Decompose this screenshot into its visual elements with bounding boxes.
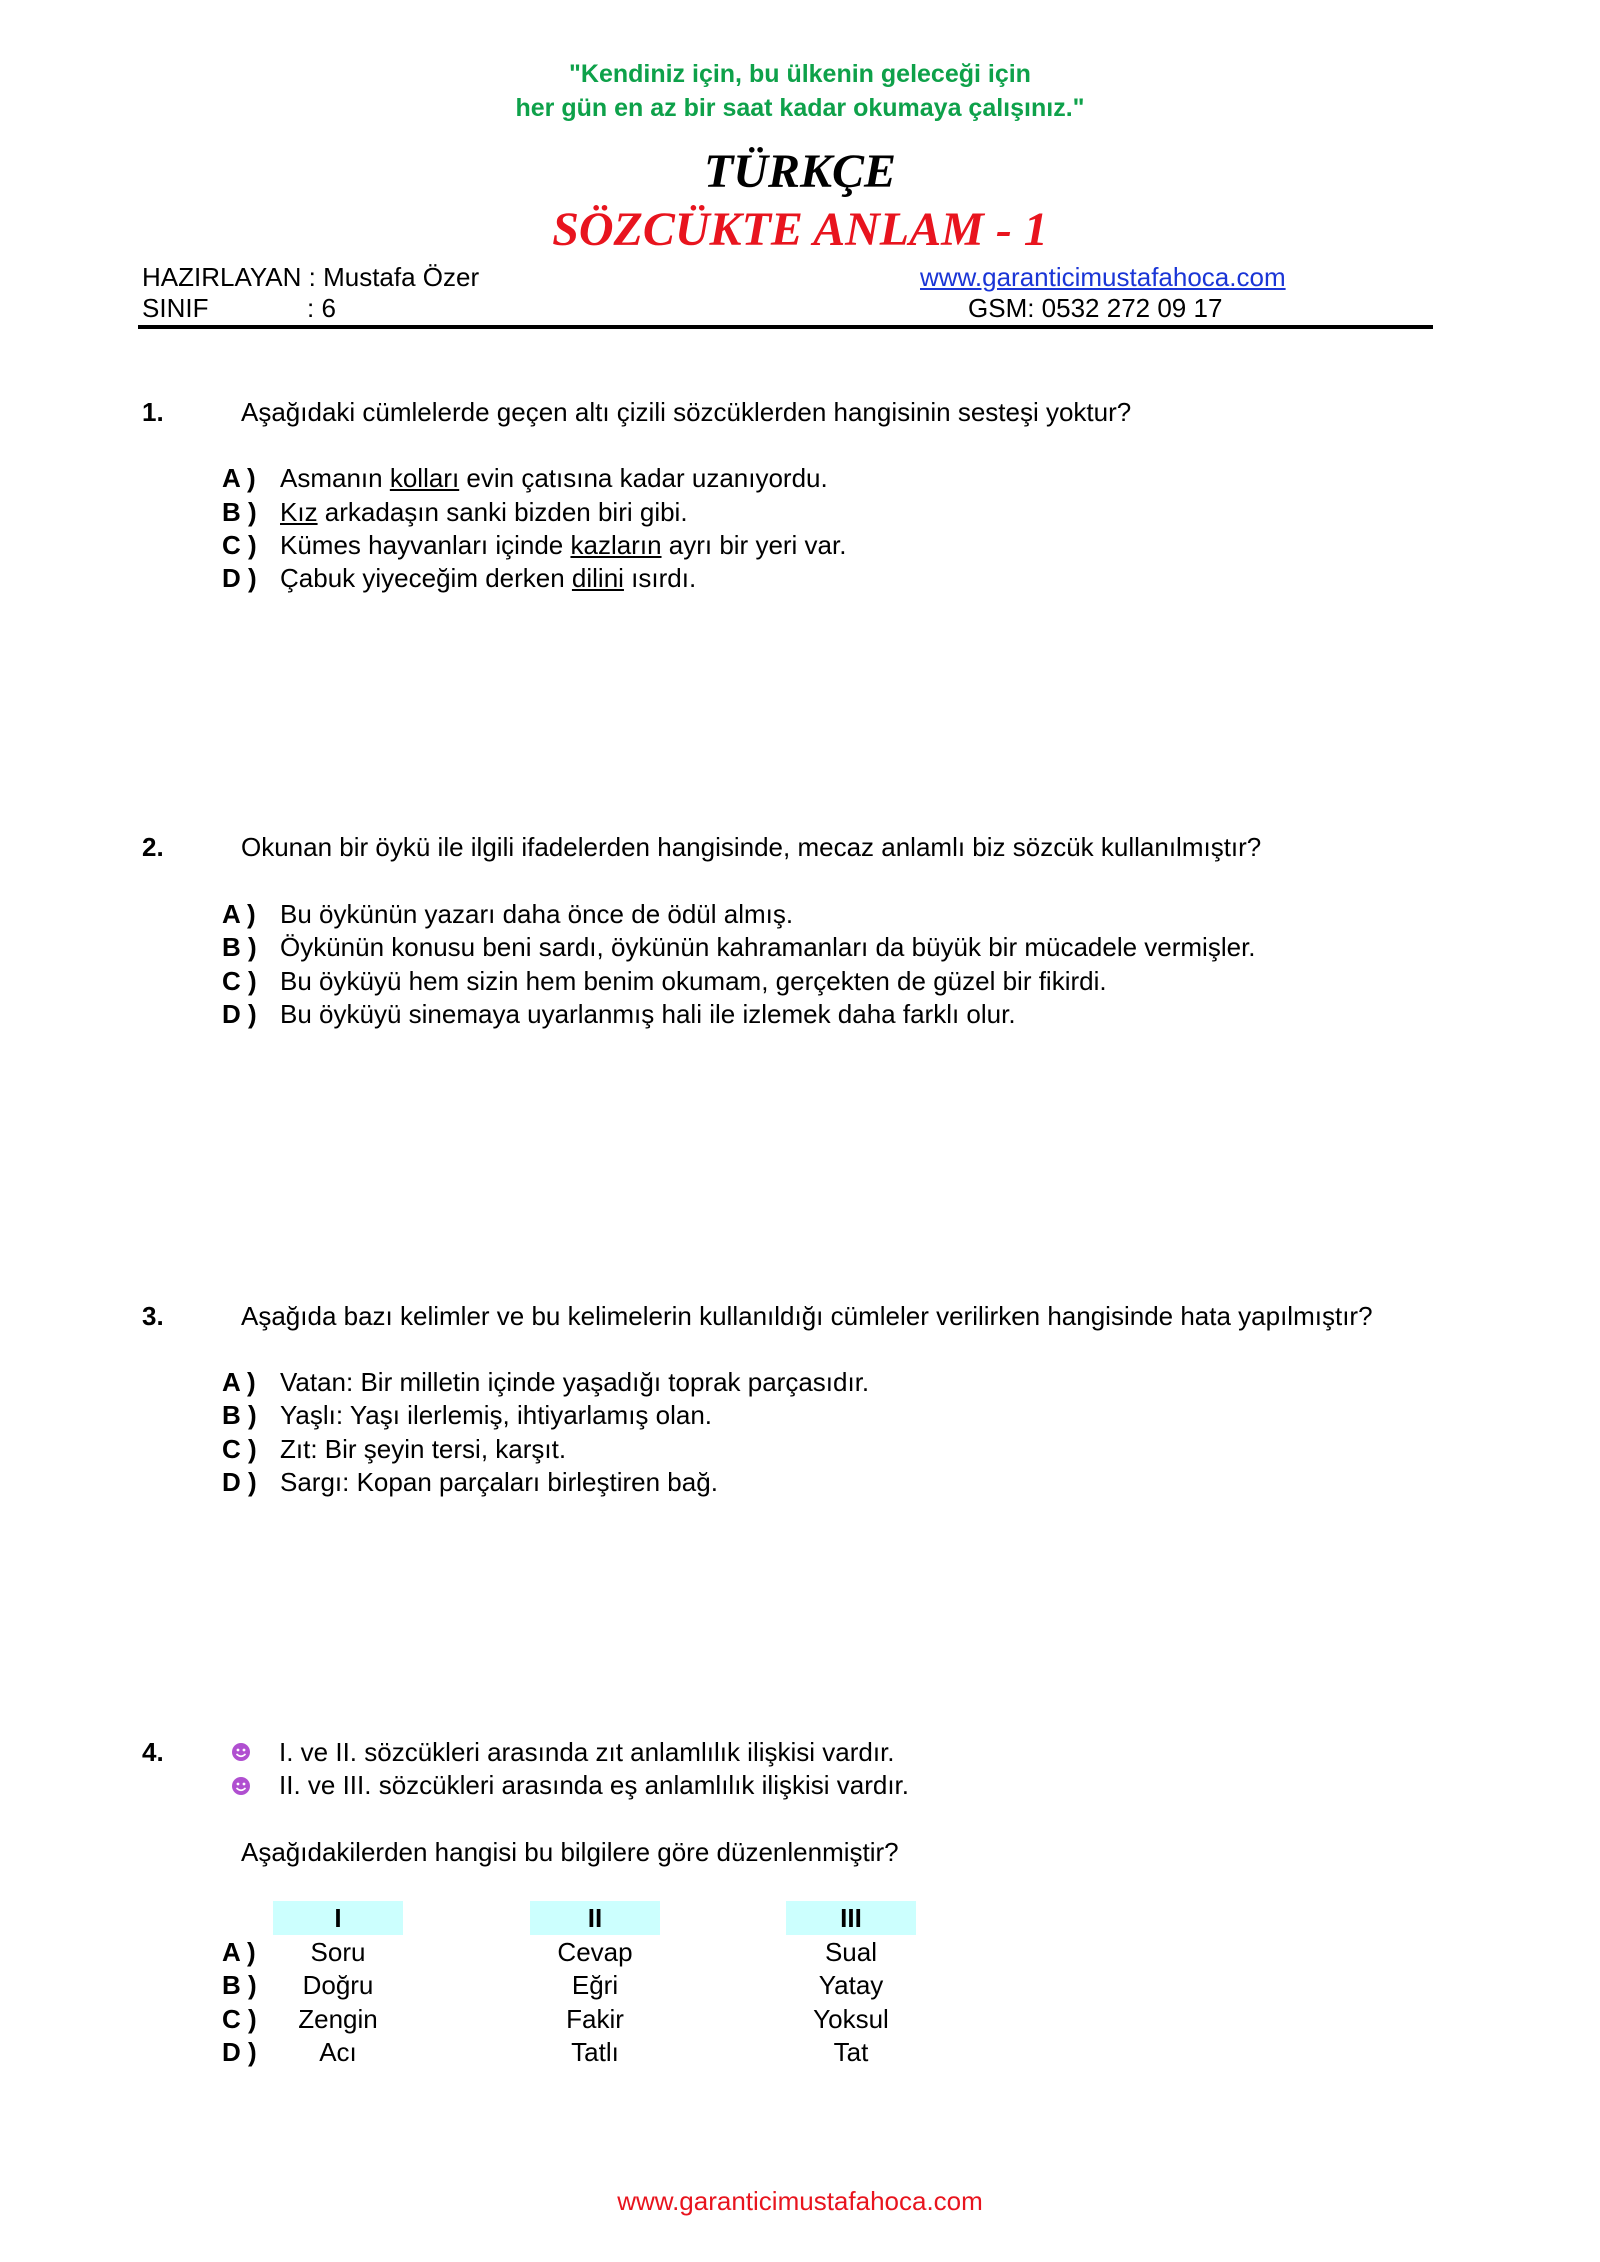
motto-line-2: her gün en az bir saat kadar okumaya çalışınız." — [515, 94, 1085, 122]
question-4-option-a[interactable] — [222, 1937, 280, 1968]
question-1-option-c[interactable] — [222, 530, 846, 561]
table-cell: Acı — [319, 2037, 357, 2067]
column-header-i: I — [273, 1901, 403, 1935]
topic-title: SÖZCÜKTE ANLAM - 1 — [552, 203, 1048, 256]
table-cell: Soru — [310, 1937, 366, 1967]
class-value: : 6 — [307, 293, 336, 323]
header-divider — [138, 325, 1433, 329]
option-label: D ) — [222, 563, 257, 593]
table-cell: Yatay — [818, 1970, 884, 2000]
question-2-option-c[interactable] — [222, 966, 1107, 997]
question-4-statement-1: I. ve II. sözcükleri arasında zıt anlamlılık ilişkisi vardır. — [279, 1737, 895, 1767]
table-cell: Zengin — [298, 2004, 378, 2034]
question-2-option-b[interactable] — [222, 932, 1256, 963]
question-2-text: Okunan bir öykü ile ilgili ifadelerden hangisinde, mecaz anlamlı biz sözcük kullanılmıştır? — [241, 832, 1262, 862]
class-label: SINIF — [142, 293, 209, 323]
option-label: B ) — [222, 1400, 257, 1430]
option-text: arkadaşın sanki bizden biri gibi. — [317, 497, 688, 527]
option-label: D ) — [222, 1467, 257, 1497]
option-text: Yaşlı: Yaşı ilerlemiş, ihtiyarlamış olan. — [280, 1400, 713, 1430]
question-4-option-d[interactable] — [222, 2037, 280, 2068]
option-text: Vatan: Bir milletin içinde yaşadığı toprak parçasıdır. — [280, 1367, 870, 1397]
table-cell: Doğru — [302, 1970, 374, 2000]
option-text: Bu öyküyü sinemaya uyarlanmış hali ile izlemek daha farklı olur. — [280, 999, 1016, 1029]
option-label: A ) — [222, 1937, 256, 1967]
option-text: ayrı bir yeri var. — [661, 530, 847, 560]
option-text: Öykünün konusu beni sardı, öykünün kahramanları da büyük bir mücadele vermişler. — [280, 932, 1256, 962]
table-cell: Fakir — [566, 2004, 624, 2034]
question-3-number: 3. — [142, 1301, 164, 1331]
question-3-option-d[interactable] — [222, 1467, 718, 1498]
question-1-option-b[interactable] — [222, 497, 688, 528]
option-text: evin çatısına kadar uzanıyordu. — [459, 463, 828, 493]
column-header-ii: II — [530, 1901, 660, 1935]
column-header-iii: III — [786, 1901, 916, 1935]
website-link[interactable]: www.garanticimustafahoca.com — [920, 262, 1286, 292]
question-1-option-a[interactable] — [222, 463, 828, 494]
option-label: C ) — [222, 966, 257, 996]
option-label: A ) — [222, 463, 256, 493]
option-label: A ) — [222, 899, 256, 929]
option-text: ısırdı. — [623, 563, 697, 593]
question-4-option-c[interactable] — [222, 2004, 280, 2035]
option-text: Bu öyküyü hem sizin hem benim okumam, gerçekten de güzel bir fikirdi. — [280, 966, 1107, 996]
subject-title: TÜRKÇE — [703, 145, 897, 198]
underlined-word: Kız — [280, 497, 318, 527]
smiley-bullet-icon — [230, 1775, 252, 1797]
author-label: HAZIRLAYAN : Mustafa Özer — [142, 262, 480, 292]
question-4-number: 4. — [142, 1737, 164, 1767]
question-3-text: Aşağıda bazı kelimler ve bu kelimelerin kullanıldığı cümleler verilirken hangisinde hata yapılmıştır? — [241, 1301, 1373, 1331]
option-text: Kümes hayvanları içinde — [280, 530, 571, 560]
question-2-option-a[interactable] — [222, 899, 793, 930]
table-cell: Tat — [833, 2037, 869, 2067]
table-cell: Eğri — [571, 1970, 619, 2000]
gsm-number: GSM: 0532 272 09 17 — [968, 293, 1223, 323]
question-1-option-d[interactable] — [222, 563, 696, 594]
option-label: C ) — [222, 530, 257, 560]
option-label: D ) — [222, 999, 257, 1029]
table-cell: Yoksul — [813, 2004, 889, 2034]
option-text: Asmanın — [280, 463, 390, 493]
footer-website[interactable]: www.garanticimustafahoca.com — [617, 2186, 983, 2216]
question-2-option-d[interactable] — [222, 999, 1016, 1030]
option-text: Zıt: Bir şeyin tersi, karşıt. — [280, 1434, 567, 1464]
smiley-bullet-icon — [230, 1741, 252, 1763]
question-2-number: 2. — [142, 832, 164, 862]
table-cell: Cevap — [557, 1937, 633, 1967]
motto-line-1: "Kendiniz için, bu ülkenin geleceği için — [569, 60, 1031, 88]
option-text: Çabuk yiyeceğim derken — [280, 563, 572, 593]
underlined-word: kolları — [389, 463, 460, 493]
table-cell: Sual — [824, 1937, 878, 1967]
question-3-option-c[interactable] — [222, 1434, 566, 1465]
option-label: C ) — [222, 1434, 257, 1464]
question-4-statement-2: II. ve III. sözcükleri arasında eş anlamlılık ilişkisi vardır. — [279, 1770, 909, 1800]
option-label: A ) — [222, 1367, 256, 1397]
option-label: B ) — [222, 1970, 257, 2000]
option-text: Sargı: Kopan parçaları birleştiren bağ. — [280, 1467, 718, 1497]
underlined-word: kazların — [570, 530, 662, 560]
question-4-option-b[interactable] — [222, 1970, 280, 2001]
question-3-option-b[interactable] — [222, 1400, 712, 1431]
question-1-number: 1. — [142, 397, 164, 427]
option-label: D ) — [222, 2037, 257, 2067]
table-cell: Tatlı — [571, 2037, 619, 2067]
question-3-option-a[interactable] — [222, 1367, 869, 1398]
question-4-text: Aşağıdakilerden hangisi bu bilgilere göre düzenlenmiştir? — [241, 1837, 899, 1867]
option-label: B ) — [222, 932, 257, 962]
option-label: B ) — [222, 497, 257, 527]
question-1-text: Aşağıdaki cümlelerde geçen altı çizili sözcüklerden hangisinin sesteşi yoktur? — [241, 397, 1132, 427]
option-label: C ) — [222, 2004, 257, 2034]
underlined-word: dilini — [571, 563, 624, 593]
option-text: Bu öykünün yazarı daha önce de ödül almış. — [280, 899, 794, 929]
